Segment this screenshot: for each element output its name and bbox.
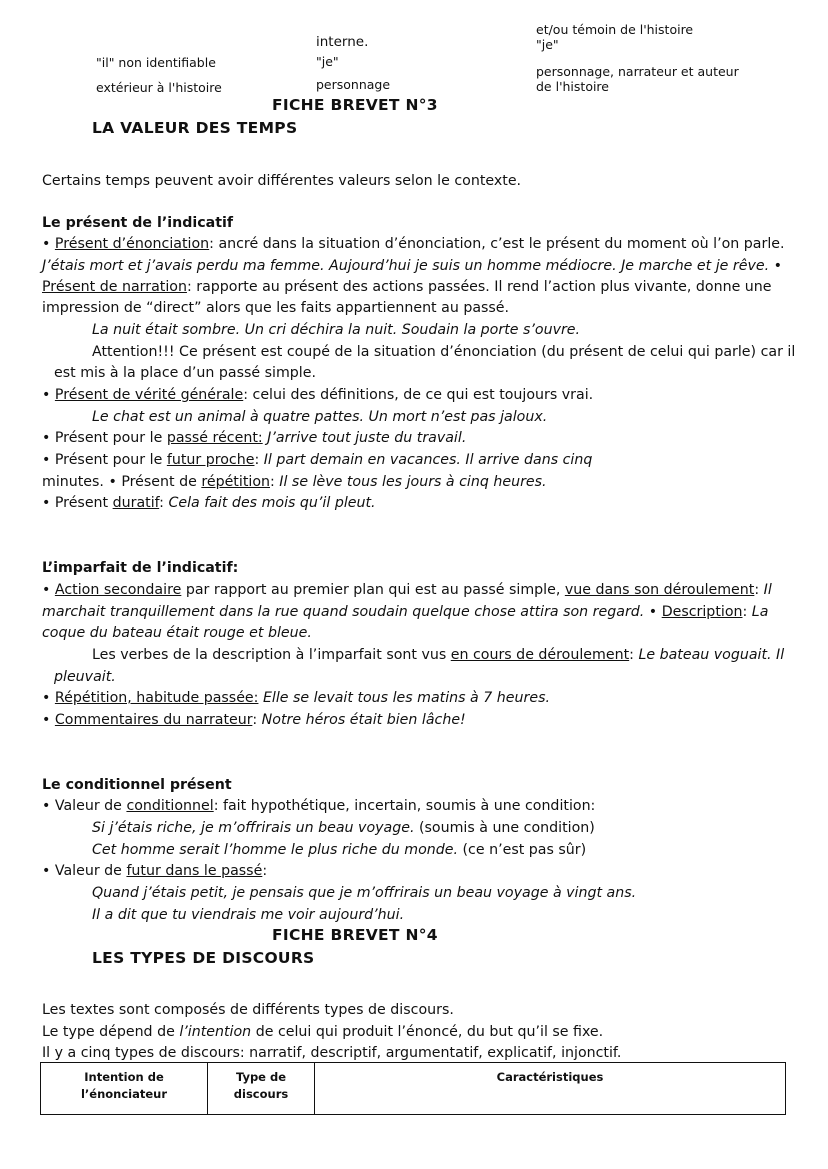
fiche4-label: FICHE BREVET N°4	[272, 926, 438, 944]
present-line9: Le chat est un animal à quatre pattes. Un mort n’est pas jaloux.	[92, 409, 548, 425]
imparfait-heading: L’imparfait de l’indicatif:	[42, 560, 239, 576]
present-line1: • Présent d’énonciation: ancré dans la situation d’énonciation, c’est le présent du moment où l’on parle.	[42, 236, 785, 252]
header-col1-line1: "il" non identifiable	[96, 55, 216, 70]
header-col3-line1: et/ou témoin de l'histoire	[536, 22, 694, 37]
imparfait-line2: marchait tranquillement dans la rue quand soudain quelque chose attira son regard. • Description: La	[42, 604, 769, 620]
conditionnel-line2: Si j’étais riche, je m’offrirais un beau voyage. (soumis à une condition)	[92, 820, 595, 836]
present-line3: Présent de narration: rapporte au présent des actions passées. Il rend l’action plus vivante, donne une	[42, 279, 772, 295]
imparfait-line5: pleuvait.	[54, 669, 116, 685]
conditionnel-line6: Il a dit que tu viendrais me voir aujourd’hui.	[92, 907, 405, 923]
fiche4-line3: Il y a cinq types de discours: narratif, descriptif, argumentatif, explicatif, injonctif.	[42, 1045, 622, 1061]
present-line10: • Présent pour le passé récent: J’arrive tout juste du travail.	[42, 430, 467, 446]
present-line4: impression de “direct” alors que les faits appartiennent au passé.	[42, 300, 510, 316]
header-col2-line2: "je"	[316, 54, 339, 69]
table-header-row	[41, 1063, 786, 1115]
conditionnel-line3: Cet homme serait l’homme le plus riche du monde. (ce n’est pas sûr)	[92, 842, 587, 858]
fiche4-title: LES TYPES DE DISCOURS	[92, 949, 315, 967]
discours-table	[40, 1062, 786, 1115]
header-col2-line1: interne.	[316, 34, 369, 50]
present-line8: • Présent de vérité générale: celui des définitions, de ce qui est toujours vrai.	[42, 387, 594, 403]
imparfait-line4: Les verbes de la description à l’imparfait sont vus en cours de déroulement: Le bateau voguait. Il	[92, 647, 785, 663]
table-header-intention: Intention de l’énonciateur	[41, 1063, 208, 1115]
imparfait-line1: • Action secondaire par rapport au premier plan qui est au passé simple, vue dans son déroulement: Il	[42, 582, 772, 598]
present-line6: Attention!!! Ce présent est coupé de la situation d’énonciation (du présent de celui qui parle) car il	[92, 344, 796, 360]
conditionnel-line1: • Valeur de conditionnel: fait hypothétique, incertain, soumis à une condition:	[42, 798, 596, 814]
imparfait-line7: • Commentaires du narrateur: Notre héros était bien lâche!	[42, 712, 466, 728]
fiche3-label: FICHE BREVET N°3	[272, 96, 438, 114]
present-line2: J’étais mort et j’avais perdu ma femme. Aujourd’hui je suis un homme médiocre. Je marche et je rêve. •	[42, 258, 782, 274]
header-col3-line2: "je"	[536, 37, 559, 52]
conditionnel-line5: Quand j’étais petit, je pensais que je m’offrirais un beau voyage à vingt ans.	[92, 885, 637, 901]
header-col3-line4: de l'histoire	[536, 79, 609, 94]
present-line13: • Présent duratif: Cela fait des mois qu’il pleut.	[42, 495, 376, 511]
header-col2-line3: personnage	[316, 77, 391, 92]
header-col3-line3: personnage, narrateur et auteur	[536, 64, 739, 79]
table-header-type: Type de discours	[208, 1063, 315, 1115]
present-line5: La nuit était sombre. Un cri déchira la nuit. Soudain la porte s’ouvre.	[92, 322, 581, 338]
present-heading: Le présent de l’indicatif	[42, 215, 234, 231]
fiche4-line1: Les textes sont composés de différents types de discours.	[42, 1002, 454, 1018]
conditionnel-heading: Le conditionnel présent	[42, 777, 232, 793]
imparfait-line3: coque du bateau était rouge et bleue.	[42, 625, 312, 641]
table-header-caracteristiques: Caractéristiques	[315, 1063, 786, 1115]
fiche4-line2: Le type dépend de l’intention de celui qui produit l’énoncé, du but qu’il se fixe.	[42, 1024, 604, 1040]
conditionnel-line4: • Valeur de futur dans le passé:	[42, 863, 268, 879]
fiche3-title: LA VALEUR DES TEMPS	[92, 119, 298, 137]
imparfait-line6: • Répétition, habitude passée: Elle se levait tous les matins à 7 heures.	[42, 690, 550, 706]
present-line12: minutes. • Présent de répétition: Il se lève tous les jours à cinq heures.	[42, 474, 547, 490]
fiche3-intro: Certains temps peuvent avoir différentes valeurs selon le contexte.	[42, 173, 522, 189]
present-line7: est mis à la place d’un passé simple.	[54, 365, 316, 381]
present-line11: • Présent pour le futur proche: Il part demain en vacances. Il arrive dans cinq	[42, 452, 593, 468]
header-col1-line2: extérieur à l'histoire	[96, 80, 222, 95]
